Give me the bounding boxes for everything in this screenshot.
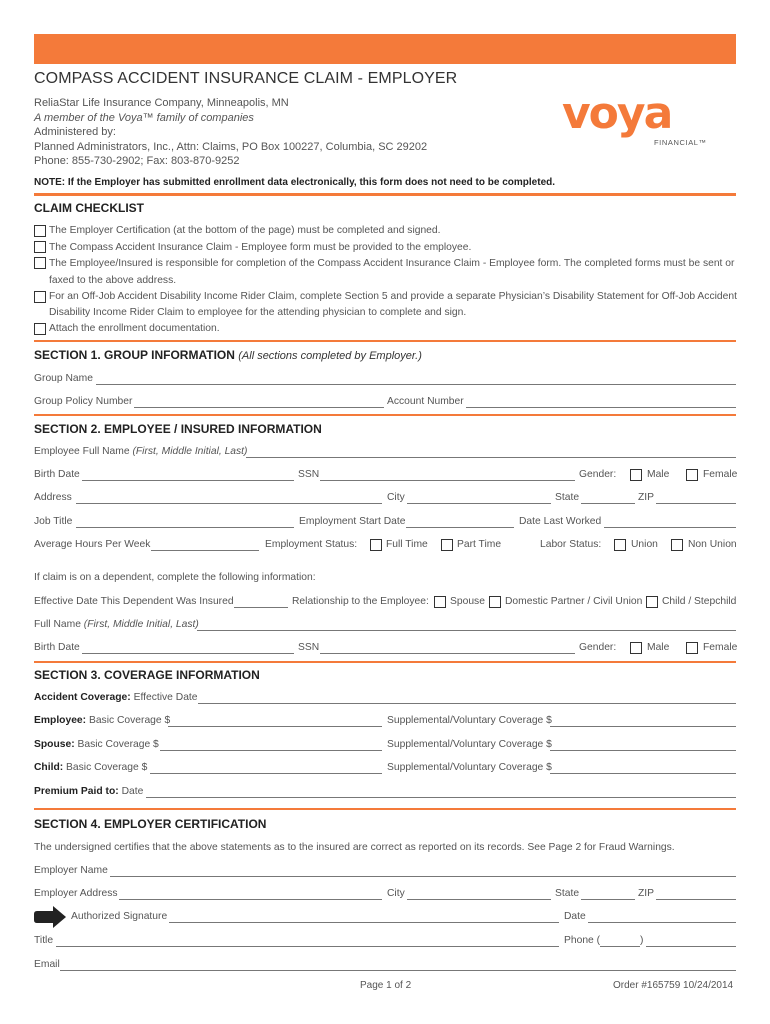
union-checkbox[interactable]	[614, 539, 626, 551]
header-band	[34, 34, 736, 64]
birth-date-label: Birth Date	[34, 469, 80, 480]
child-supplemental-field[interactable]	[550, 773, 736, 774]
accident-effective-date-field[interactable]	[198, 703, 736, 704]
address-label: Address	[34, 492, 72, 503]
section4-heading: SECTION 4. EMPLOYER CERTIFICATION	[34, 817, 267, 831]
employer-name-field[interactable]	[110, 876, 736, 877]
title-field[interactable]	[56, 946, 559, 947]
non-union-label: Non Union	[688, 539, 737, 550]
employee-supplemental-field[interactable]	[550, 726, 736, 727]
last-worked-label: Date Last Worked	[519, 516, 602, 527]
full-time-label: Full Time	[386, 539, 428, 550]
employee-name-field[interactable]	[246, 457, 736, 458]
dep-effective-label: Effective Date This Dependent Was Insured	[34, 596, 234, 607]
divider	[34, 340, 736, 342]
employer-zip-field[interactable]	[656, 899, 736, 900]
divider	[34, 661, 736, 663]
employer-address-label: Employer Address	[34, 888, 118, 899]
administrator-line: Planned Administrators, Inc., Attn: Claims, PO Box 100227, Columbia, SC 29202	[34, 140, 428, 153]
dep-ssn-field[interactable]	[320, 653, 575, 654]
group-policy-label: Group Policy Number	[34, 396, 133, 407]
spouse-supplemental-label: Supplemental/Voluntary Coverage $	[387, 739, 552, 750]
gender-male-label: Male	[647, 469, 670, 480]
premium-paid-label: Premium Paid to: Date	[34, 786, 144, 797]
group-policy-field[interactable]	[134, 407, 384, 408]
electronic-note: NOTE: If the Employer has submitted enrollment data electronically, this form does not need to be completed.	[34, 177, 556, 188]
email-field[interactable]	[60, 970, 736, 971]
gender-female-checkbox[interactable]	[686, 469, 698, 481]
employer-address-field[interactable]	[119, 899, 382, 900]
dependent-intro: If claim is on a dependent, complete the following information:	[34, 572, 316, 583]
section3-heading: SECTION 3. COVERAGE INFORMATION	[34, 668, 260, 682]
domestic-partner-label: Domestic Partner / Civil Union	[505, 596, 643, 607]
child-coverage-label: Child: Basic Coverage $	[34, 762, 148, 773]
child-supplemental-label: Supplemental/Voluntary Coverage $	[387, 762, 552, 773]
company-line: ReliaStar Life Insurance Company, Minneapolis, MN	[34, 97, 289, 109]
employer-zip-label: ZIP	[638, 888, 655, 899]
section1-heading: SECTION 1. GROUP INFORMATION (All sections completed by Employer.)	[34, 348, 422, 362]
relationship-label: Relationship to the Employee:	[292, 596, 429, 607]
city-field[interactable]	[407, 503, 551, 504]
signature-date-label: Date	[564, 911, 586, 922]
dep-effective-field[interactable]	[234, 607, 288, 608]
spouse-label: Spouse	[450, 596, 485, 607]
email-label: Email	[34, 959, 60, 970]
signature-field[interactable]	[169, 922, 559, 923]
employer-city-label: City	[387, 888, 405, 899]
start-date-field[interactable]	[406, 527, 514, 528]
phone-line: Phone: 855-730-2902; Fax: 803-870-9252	[34, 155, 240, 167]
dep-birth-date-label: Birth Date	[34, 642, 80, 653]
emp-status-label: Employment Status:	[265, 539, 358, 550]
start-date-label: Employment Start Date	[299, 516, 406, 527]
dep-ssn-label: SSN	[298, 642, 320, 653]
employer-state-label: State	[555, 888, 580, 899]
zip-field[interactable]	[656, 503, 736, 504]
employee-coverage-label: Employee: Basic Coverage $	[34, 715, 171, 726]
labor-status-label: Labor Status:	[540, 539, 602, 550]
spouse-supplemental-field[interactable]	[550, 750, 736, 751]
checklist-item-4: For an Off-Job Accident Disability Income Rider Claim, complete Section 5 and provide a separate Physician’s Disability Statement for Off-Job Accident	[49, 290, 737, 302]
administered-line: Administered by:	[34, 126, 116, 138]
child-basic-field[interactable]	[150, 773, 382, 774]
checklist-item-3: The Employee/Insured is responsible for completion of the Compass Accident Insurance Claim - Employee form. The completed forms must be sent or	[49, 258, 735, 269]
section2-heading: SECTION 2. EMPLOYEE / INSURED INFORMATION	[34, 422, 322, 436]
child-label: Child / Stepchild	[662, 596, 737, 607]
phone-number-field[interactable]	[646, 946, 736, 947]
part-time-checkbox[interactable]	[441, 539, 453, 551]
form-title: COMPASS ACCIDENT INSURANCE CLAIM - EMPLOYER	[34, 70, 458, 87]
certification-statement: The undersigned certifies that the above statements as to the insured are correct as reported on its records. See Page 2 for Fraud Warnings.	[34, 842, 675, 853]
dep-full-name-field[interactable]	[197, 630, 736, 631]
state-label: State	[555, 492, 580, 503]
signature-date-field[interactable]	[588, 922, 736, 923]
group-name-label: Group Name	[34, 373, 93, 384]
employer-state-field[interactable]	[581, 899, 635, 900]
birth-date-field[interactable]	[82, 480, 294, 481]
last-worked-field[interactable]	[604, 527, 736, 528]
dep-gender-male-checkbox[interactable]	[630, 642, 642, 654]
employer-city-field[interactable]	[407, 899, 551, 900]
signature-label: Authorized Signature	[71, 911, 168, 922]
checklist-item-3-cont: faxed to the above address.	[49, 274, 177, 286]
dep-gender-label: Gender:	[579, 642, 617, 653]
state-field[interactable]	[581, 503, 635, 504]
gender-label: Gender:	[579, 469, 617, 480]
accident-coverage-label: Accident Coverage: Effective Date	[34, 692, 198, 703]
employee-basic-field[interactable]	[168, 726, 382, 727]
employee-supplemental-label: Supplemental/Voluntary Coverage $	[387, 715, 552, 726]
checklist-checkbox-4[interactable]	[34, 291, 46, 303]
address-field[interactable]	[76, 503, 382, 504]
ssn-label: SSN	[298, 469, 320, 480]
checklist-item-5: Attach the enrollment documentation.	[49, 323, 220, 334]
non-union-checkbox[interactable]	[671, 539, 683, 551]
spouse-basic-field[interactable]	[160, 750, 382, 751]
gender-male-checkbox[interactable]	[630, 469, 642, 481]
page-number: Page 1 of 2	[360, 980, 412, 991]
phone-label: Phone (	[564, 935, 601, 946]
checklist-heading: CLAIM CHECKLIST	[34, 201, 144, 215]
divider	[34, 193, 736, 196]
spouse-coverage-label: Spouse: Basic Coverage $	[34, 739, 159, 750]
employee-name-label: Employee Full Name (First, Middle Initial, Last)	[34, 446, 248, 457]
part-time-label: Part Time	[457, 539, 502, 550]
dep-gender-female-label: Female	[703, 642, 738, 653]
premium-paid-date-field[interactable]	[146, 797, 736, 798]
child-checkbox[interactable]	[646, 596, 658, 608]
avg-hours-label: Average Hours Per Week	[34, 539, 151, 550]
employer-name-label: Employer Name	[34, 865, 108, 876]
checklist-item-1: The Employer Certification (at the bottom of the page) must be completed and signed.	[49, 225, 441, 236]
checklist-checkbox-2[interactable]	[34, 241, 46, 253]
phone-close-paren: )	[640, 935, 644, 946]
title-label: Title	[34, 935, 54, 946]
spouse-checkbox[interactable]	[434, 596, 446, 608]
gender-female-label: Female	[703, 469, 738, 480]
checklist-item-2: The Compass Accident Insurance Claim - Employee form must be provided to the employee.	[49, 241, 472, 253]
zip-label: ZIP	[638, 492, 655, 503]
dep-full-name-label: Full Name (First, Middle Initial, Last)	[34, 619, 199, 630]
checklist-checkbox-1[interactable]	[34, 225, 46, 237]
family-line: A member of the Voya™ family of companies	[34, 111, 254, 124]
job-title-label: Job Title	[34, 516, 73, 527]
job-title-field[interactable]	[76, 527, 294, 528]
city-label: City	[387, 492, 405, 503]
order-number: Order #165759 10/24/2014	[613, 980, 734, 991]
voya-logo: voya	[562, 88, 672, 139]
checklist-checkbox-3[interactable]	[34, 257, 46, 269]
dep-gender-male-label: Male	[647, 642, 670, 653]
voya-logo-financial: FINANCIAL™	[654, 138, 707, 147]
divider	[34, 414, 736, 416]
phone-area-code-field[interactable]	[600, 946, 640, 947]
union-label: Union	[631, 539, 658, 550]
group-name-field[interactable]	[96, 384, 736, 385]
account-number-label: Account Number	[387, 396, 464, 407]
avg-hours-field[interactable]	[151, 550, 259, 551]
full-time-checkbox[interactable]	[370, 539, 382, 551]
dep-birth-date-field[interactable]	[82, 653, 294, 654]
domestic-partner-checkbox[interactable]	[489, 596, 501, 608]
signature-arrow-icon	[33, 905, 67, 929]
account-number-field[interactable]	[466, 407, 736, 408]
divider	[34, 808, 736, 810]
ssn-field[interactable]	[320, 480, 575, 481]
dep-gender-female-checkbox[interactable]	[686, 642, 698, 654]
checklist-item-4-cont: Disability Income Rider Claim to employee for the attending physician to complete and sign.	[49, 307, 467, 318]
checklist-checkbox-5[interactable]	[34, 323, 46, 335]
